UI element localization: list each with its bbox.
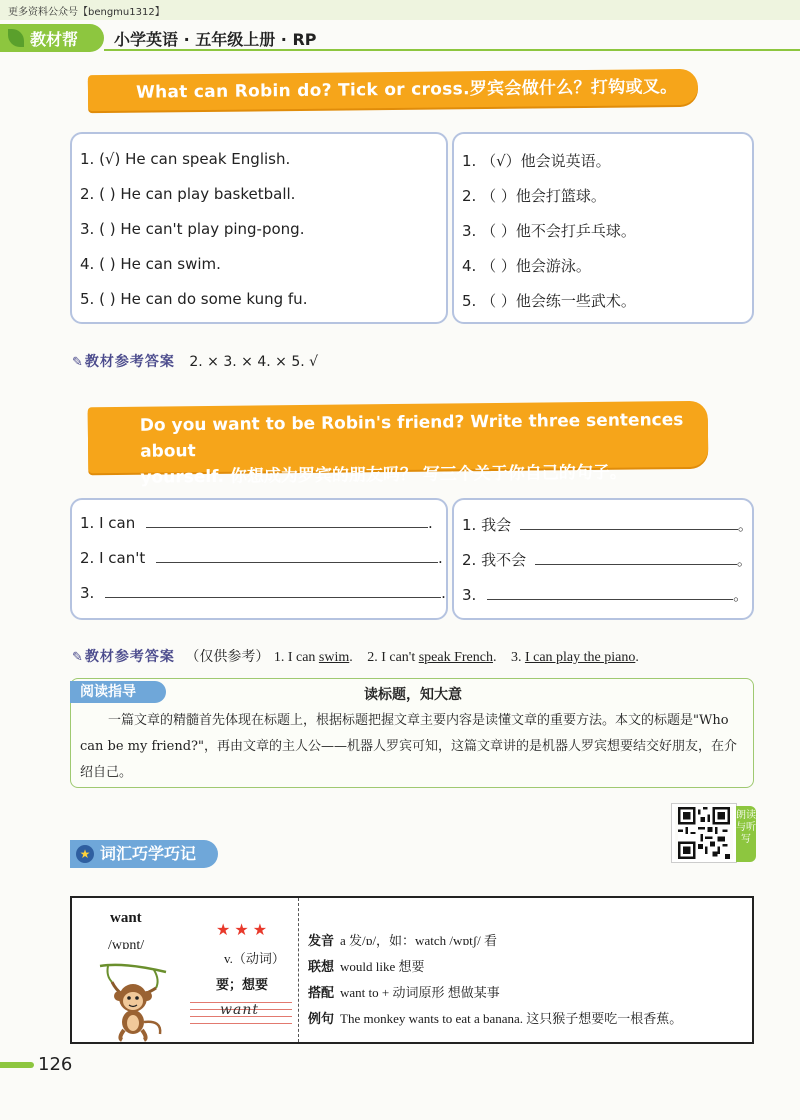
english-item-3: 3. ( ) He can't play ping-pong. <box>80 220 305 238</box>
reading-guide-title: 读标题，知大意 <box>364 687 462 703</box>
section1-english-box <box>70 132 448 324</box>
write-cn-item-2 <box>462 549 752 570</box>
answer-3: 3. I can play the piano. <box>510 650 639 665</box>
card-divider <box>298 898 299 1042</box>
vocab-card <box>70 896 754 1044</box>
row-label: 例句 <box>308 1012 335 1027</box>
answer-text: 2. × 3. × 4. × 5. √ <box>189 354 319 370</box>
write-cn-item-1 <box>462 514 753 535</box>
section1-answer <box>72 351 318 371</box>
row-text: would like 想要 <box>340 959 425 974</box>
english-item-1: 1. (√) He can speak English. <box>80 150 291 168</box>
write-item-2 <box>80 549 443 567</box>
blank-line[interactable] <box>146 514 428 528</box>
section2-chinese-box <box>452 498 754 620</box>
handwriting-lines <box>190 1002 292 1024</box>
section2-english-box <box>70 498 448 620</box>
period: 。 <box>733 586 749 604</box>
ribbon2-line2: yourself. 你想成为罗宾的朋友吗？ 写三个关于你自己的句子。 <box>140 462 627 488</box>
row-text: want to + 动词原形 想做某事 <box>340 985 500 1000</box>
row-label: 发音 <box>308 934 335 949</box>
blank-line[interactable] <box>487 586 733 600</box>
vocab-row-collocation <box>308 982 500 1001</box>
answer-2: 2. I can't speak French. <box>367 650 497 665</box>
answer-label: 教材参考答案 <box>84 649 175 665</box>
top-tag: 更多资料公众号【bengmu1312】 <box>8 7 165 18</box>
blank-line[interactable] <box>520 516 738 530</box>
english-item-5: 5. ( ) He can do some kung fu. <box>80 290 308 308</box>
listen-dictation-label: 朗读与听写 <box>736 806 756 862</box>
vocab-row-example <box>308 1008 682 1027</box>
write-item-1-label: 1. I can <box>80 514 136 532</box>
write-cn-item-3-label: 3. <box>462 586 477 604</box>
english-item-4: 4. ( ) He can swim. <box>80 255 221 273</box>
vocab-row-pronunciation <box>308 930 497 949</box>
row-label: 搭配 <box>308 986 335 1001</box>
page-number: 126 <box>38 1054 73 1075</box>
section1-ribbon: What can Robin do? Tick or cross.罗宾会做什么？打钩或叉。 <box>88 69 698 111</box>
star-icon: ★ <box>76 845 94 863</box>
vocab-phonetic: /wɒnt/ <box>108 938 145 953</box>
chinese-item-5: 5. （ ）他会练一些武术。 <box>462 292 636 310</box>
chinese-item-4: 4. （ ）他会游泳。 <box>462 257 591 275</box>
monkey-icon <box>94 960 172 1042</box>
brand-badge: 教材帮 <box>0 24 104 52</box>
write-item-2-label: 2. I can't <box>80 549 146 567</box>
reading-guide-tag: 阅读指导 <box>70 681 166 703</box>
period: . <box>428 514 433 532</box>
write-cn-item-1-label: 1. 我会 <box>462 516 512 534</box>
section2-ribbon <box>88 401 709 488</box>
answer-note: （仅供参考） <box>185 649 270 665</box>
write-item-3 <box>80 584 446 602</box>
period: . <box>438 549 443 567</box>
difficulty-stars: ★★★ <box>216 920 272 939</box>
blank-line[interactable] <box>156 549 438 563</box>
vocab-meaning: 要；想要 <box>216 978 269 993</box>
page-number-bar <box>0 1062 34 1068</box>
chinese-item-1: 1. （√）他会说英语。 <box>462 152 611 170</box>
vocab-word: want <box>110 910 142 926</box>
chinese-item-2: 2. （ ）他会打篮球。 <box>462 187 606 205</box>
answer-1: 1. I can swim. <box>273 650 353 665</box>
handwritten-word: want <box>220 1002 259 1018</box>
period: . <box>441 584 446 602</box>
header-divider <box>104 49 800 51</box>
pencil-icon: ✎ <box>72 650 83 665</box>
book-title: 小学英语 · 五年级上册 · RP <box>114 30 317 49</box>
qr-code-icon[interactable] <box>672 804 736 862</box>
section2-answer <box>72 646 639 666</box>
part-of-speech: v.（动词） <box>224 951 285 966</box>
chinese-item-3: 3. （ ）他不会打乒乓球。 <box>462 222 636 240</box>
blank-line[interactable] <box>535 551 737 565</box>
write-cn-item-2-label: 2. 我不会 <box>462 551 527 569</box>
english-item-2: 2. ( ) He can play basketball. <box>80 185 296 203</box>
period: 。 <box>737 516 753 534</box>
row-text: a 发/ɒ/，如：watch /wɒtʃ/ 看 <box>340 933 497 948</box>
write-cn-item-3 <box>462 584 748 605</box>
reading-guide-text: 一篇文章的精髓首先体现在标题上，根据标题把握文章主要内容是读懂文章的重要方法。本文的标题是"Who can be my friend?"，再由文章的主人公——机器人罗宾可知，这篇文章讲的是机器人罗宾想要结交好朋友，在介绍自己。 <box>80 713 738 780</box>
vocab-row-association <box>308 956 425 975</box>
section1-chinese-box <box>452 132 754 324</box>
ribbon2-line1: Do you want to be Robin's friend? Write three sentences about <box>139 410 684 462</box>
write-item-1 <box>80 514 433 532</box>
row-label: 联想 <box>308 960 335 975</box>
blank-line[interactable] <box>105 584 441 598</box>
vocab-tag: 词汇巧学巧记 <box>70 840 218 868</box>
pencil-icon: ✎ <box>72 355 83 370</box>
period: 。 <box>736 551 752 569</box>
row-text: The monkey wants to eat a banana. 这只猴子想要吃一根香蕉。 <box>340 1011 683 1026</box>
write-item-3-label: 3. <box>80 584 95 602</box>
answer-label: 教材参考答案 <box>84 354 175 370</box>
